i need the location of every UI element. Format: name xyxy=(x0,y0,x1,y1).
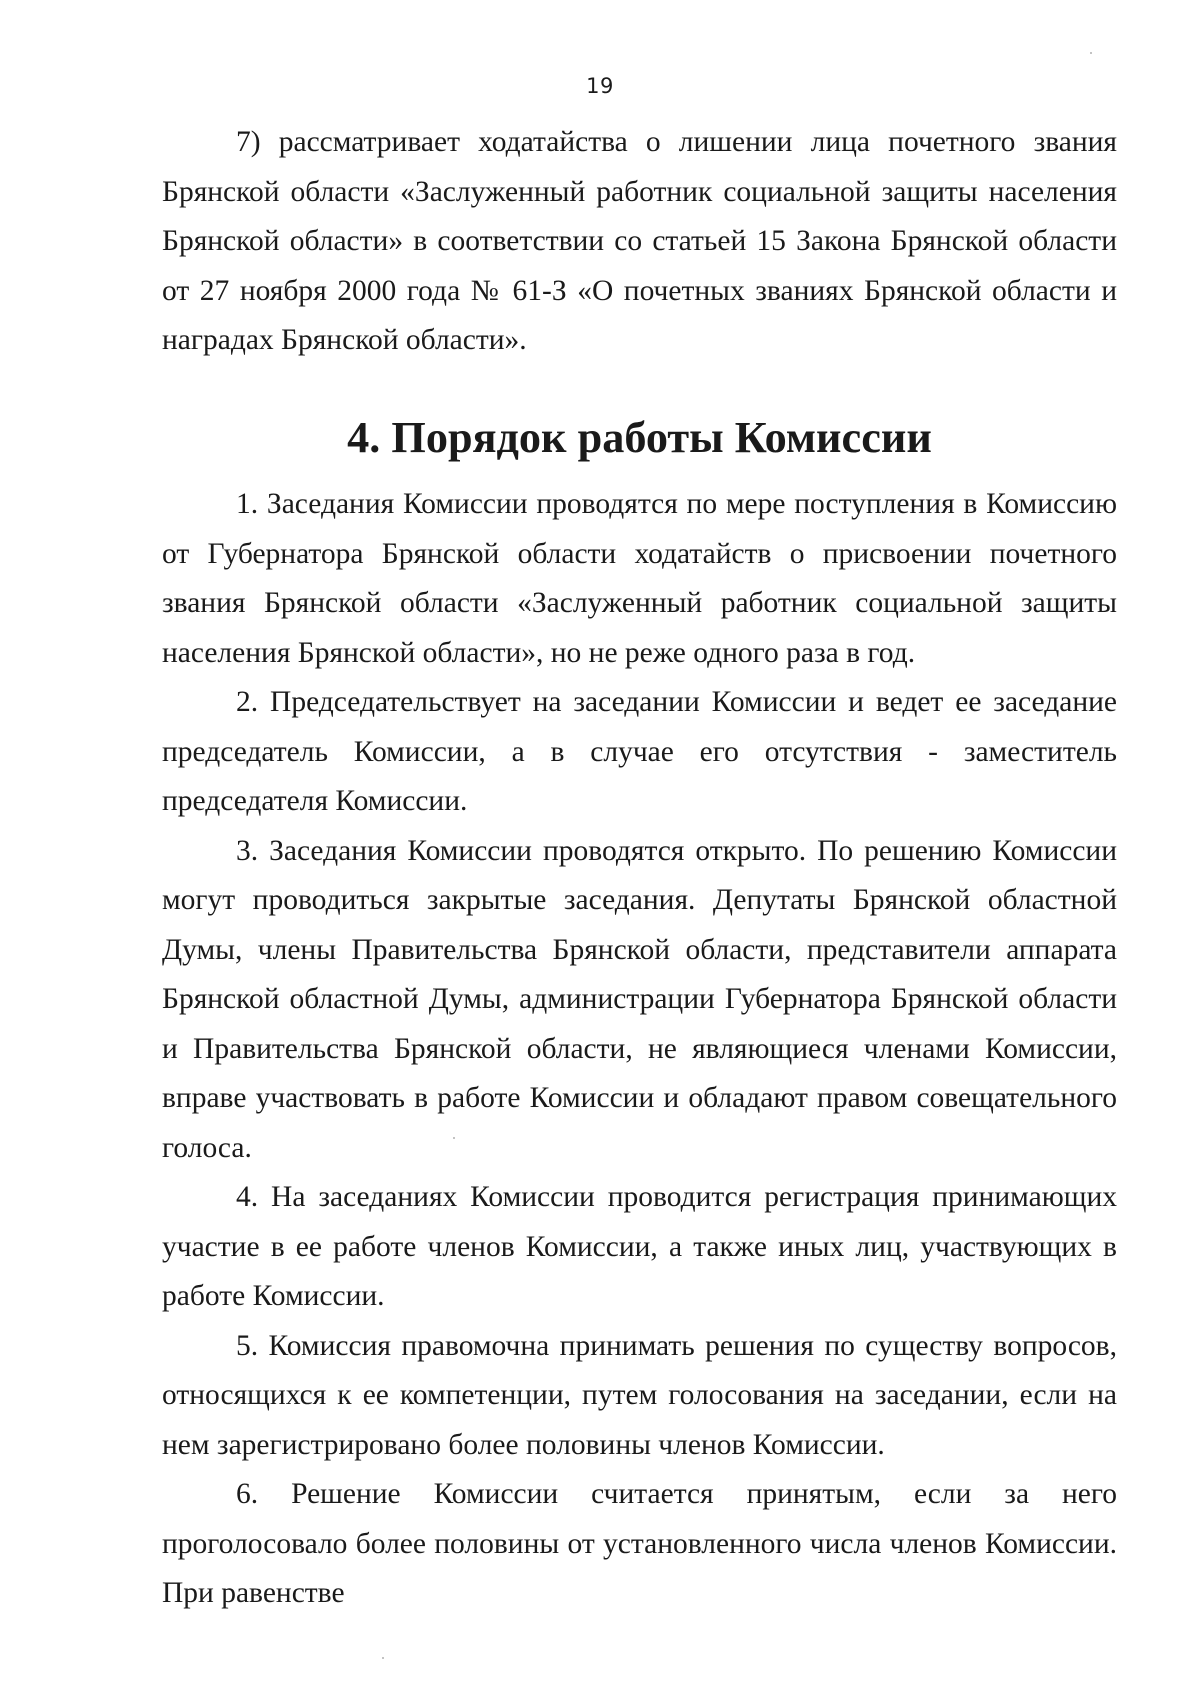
paragraph-1: 1. Заседания Комиссии проводятся по мере поступления в Комиссию от Губернатора Брянской области ходатайств о присвоении почетного звания Брянской области «Заслуженный работник социальной защиты населения Брянской области», но не реже одного раза в год. xyxy=(162,488,1117,669)
section-heading: 4. Порядок работы Комиссии xyxy=(347,412,932,462)
document-body xyxy=(162,118,1117,1619)
paragraph-2: 2. Председательствует на заседании Комиссии и ведет ее заседание председатель Комиссии, а в случае его отсутствия - заместитель председателя Комиссии. xyxy=(162,686,1117,817)
paragraph-5: 5. Комиссия правомочна принимать решения по существу вопросов, относящихся к ее компетенции, путем голосования на заседании, если на нем зарегистрировано более половины членов Комиссии. xyxy=(162,1329,1117,1461)
paragraph-3: 3. Заседания Комиссии проводятся открыто. По решению Комиссии могут проводиться закрытые заседания. Депутаты Брянской областной Думы, члены Правительства Брянской области, представители аппарата Брянской областной Думы, администрации Губернатора Брянской области и Правительства Брянской области, не являющиеся членами Комиссии, вправе участвовать в работе Комиссии и обладают правом совещательного голоса. xyxy=(162,834,1117,1164)
page-number: 19 xyxy=(586,74,614,98)
scan-speck xyxy=(1090,52,1092,54)
scan-speck xyxy=(382,1657,384,1659)
scan-speck xyxy=(453,1137,455,1139)
paragraph-item-7: 7) рассматривает ходатайства о лишении лица почетного звания Брянской области «Заслуженный работник социальной защиты населения Брянской области» в соответствии со статьей 15 Закона Брянской области от 27 ноября 2000 года № 61-З «О почетных званиях Брянской области и наградах Брянской области». xyxy=(162,126,1117,356)
paragraph-6: 6. Решение Комиссии считается принятым, если за него проголосовало более половины от установленного числа членов Комиссии. При равенстве xyxy=(162,1478,1117,1609)
paragraph-4: 4. На заседаниях Комиссии проводится регистрация принимающих участие в ее работе членов Комиссии, а также иных лиц, участвующих в работе Комиссии. xyxy=(162,1181,1117,1312)
